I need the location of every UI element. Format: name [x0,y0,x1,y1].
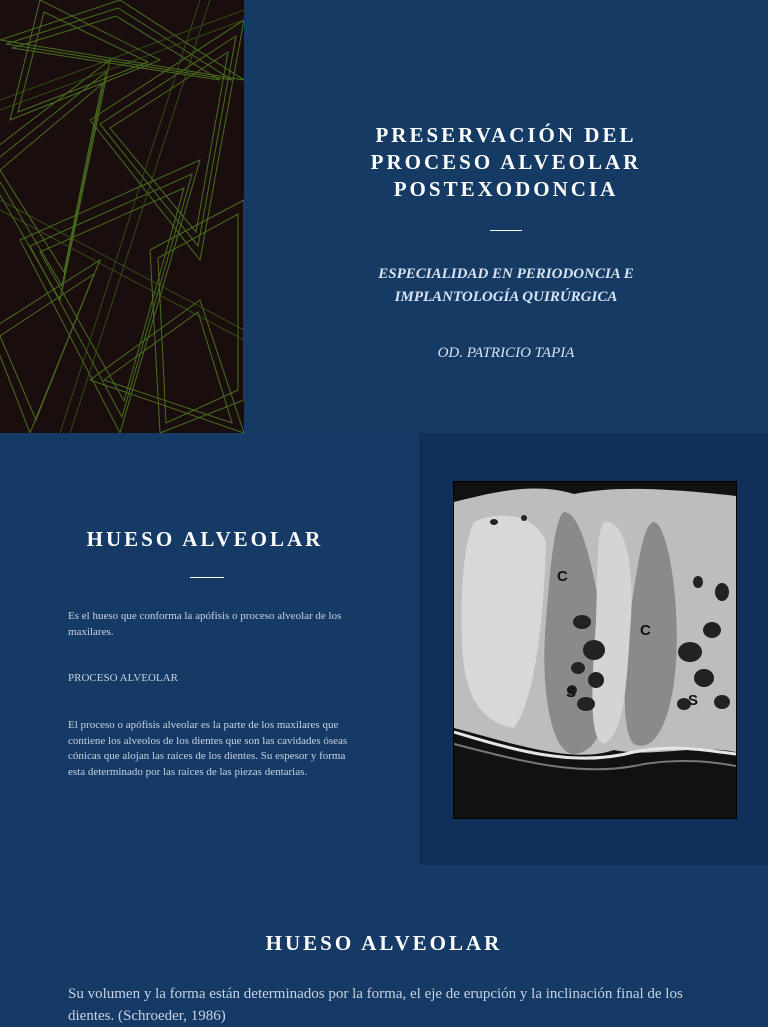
bone-label: S [688,692,699,709]
bone-section-graphic [454,482,736,818]
body-paragraph: Su volumen y la forma están determinados por la forma, el eje de erupción y la inclinación final de los dientes. (Schroeder, 1986) [68,986,683,1024]
bone-label: S [566,684,577,701]
title-line: POSTEXODONCIA [393,177,619,201]
title-divider [490,230,522,231]
triangle-pattern-graphic [0,0,244,433]
body-paragraph: El proceso o apófisis alveolar es la parte de los maxilares que contiene los alveolos de los dientes que son las cavidades óseas cónicas que alojan las raíces de los dientes. Su espesor y forma esta determinado por las raíces de las piezas dentarias. [68,719,348,778]
intro-paragraph: Es el hueso que conforma la apófisis o proceso alveolar de los maxilares. [68,610,342,638]
subtitle-line: ESPECIALIDAD EN PERIODONCIA E [378,266,634,282]
alveolar-bone-photo [453,481,737,819]
title-slide [0,0,768,433]
title-block [300,122,712,231]
hueso-alveolar-slide-2 [0,865,768,1024]
subtitle [300,263,712,309]
heading-divider [190,577,224,578]
hueso-alveolar-slide [0,433,768,865]
presentation-title [300,122,712,203]
subheading: PROCESO ALVEOLAR [68,672,178,684]
author-name: OD. PATRICIO TAPIA [437,345,575,361]
geometric-pattern-image [0,0,244,433]
bone-label: C [557,568,568,585]
subtitle-line: IMPLANTOLOGÍA QUIRÚRGICA [394,289,618,305]
title-line: PRESERVACIÓN DEL [375,123,637,147]
title-line: PROCESO ALVEOLAR [370,150,642,174]
section-heading: HUESO ALVEOLAR [265,931,503,955]
section-heading: HUESO ALVEOLAR [86,527,324,551]
bone-label: C [640,622,651,639]
